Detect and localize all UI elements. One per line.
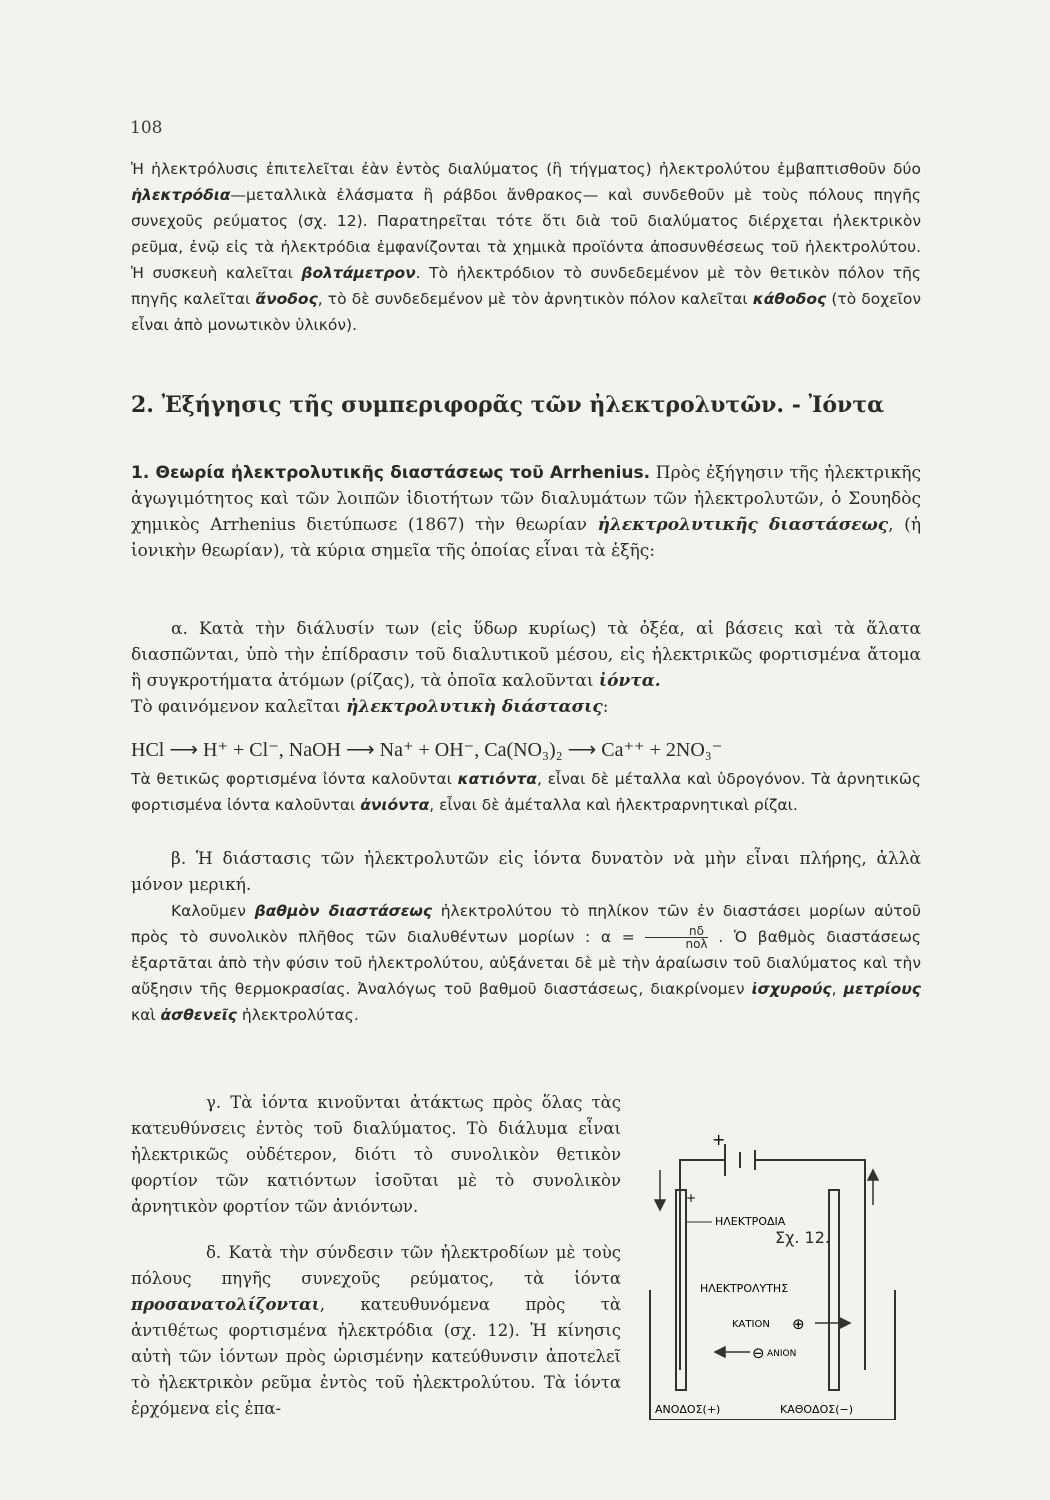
anion-label: ΑΝΙΟΝ xyxy=(767,1349,797,1359)
electrolysis-diagram xyxy=(640,1130,900,1420)
electrodes-label: ΗΛΕΚΤΡΟΔΙΑ xyxy=(715,1215,786,1228)
paragraph-degree-dissociation: Καλοῦμεν βαθμὸν διαστάσεως ἠλεκτρολύτου τὸ πηλίκον τῶν ἐν διαστάσει μορίων αὐτοῦ πρὸς τὸ συνολικὸν πλῆθος τῶν διαλυθέντων μορίων : α = $\frac{n\delta}{\text{nολ}}$ . Ὁ βαθμὸς διαστάσεως ἐξαρτᾶται ἀπὸ τὴν φύσιν τοῦ ἠλεκτρολύτου, αὐξάνεται δὲ μὲ τὴν ἀραίωσιν τοῦ διαλύματος καὶ τὴν αὔξησιν τῆς θερμοκρασίας. Ἀναλόγως τοῦ βαθμοῦ διαστάσεως, διακρίνομεν ἰσχυρούς, μετρίους καὶ ἀσθενεῖς ἠλεκτρολύτας. xyxy=(131,902,921,1024)
figure-caption: Σχ. 12. xyxy=(775,1228,830,1247)
cation-label: ΚΑΤΙΟΝ xyxy=(732,1319,770,1330)
cation-arrowhead xyxy=(840,1318,850,1328)
cathode-label: ΚΑΘΟΔΟΣ(−) xyxy=(780,1403,853,1416)
electrolyte-label: ΗΛΕΚΤΡΟΛΥΤΗΣ xyxy=(700,1282,789,1295)
section-heading: 2. Ἐξήγησις τῆς συμπεριφορᾶς τῶν ἠλεκτρολυτῶν. - Ἰόντα xyxy=(131,392,885,418)
anode-label: ΑΝΟΔΟΣ(+) xyxy=(655,1403,721,1416)
cation-symbol: ⊕ xyxy=(792,1315,805,1333)
anion-symbol: ⊖ xyxy=(752,1344,765,1362)
paragraph-point-a: α. Κατὰ τὴν διάλυσίν των (εἰς ὕδωρ κυρίως) τὰ ὀξέα, αἱ βάσεις καὶ τὰ ἅλατα διασπῶνται, ὑπὸ τὴν ἐπίδρασιν τοῦ διαλυτικοῦ μέσου, εἰς ἠλεκτρικῶς φορτισμένα ἄτομα ἢ συγκροτήματα ἀτόμων (ρίζας), τὰ ὁποῖα καλοῦνται ἰόντα. Τὸ φαινόμενον καλεῖται ἠλεκτρολυτικὴ διάστασις: xyxy=(131,619,921,717)
arrowhead-up xyxy=(868,1170,878,1180)
anion-arrowhead xyxy=(715,1347,725,1357)
cathode-electrode xyxy=(829,1190,839,1390)
battery-plus-label: + xyxy=(712,1130,726,1149)
anode-plus-label: + xyxy=(686,1191,697,1205)
circuit-wire xyxy=(680,1160,865,1370)
paragraph-electrolysis: Ἡ ἠλεκτρόλυσις ἐπιτελεῖται ἐὰν ἐντὸς διαλύματος (ἢ τήγματος) ἠλεκτρολύτου ἐμβαπτισθοῦν δύο ἠλεκτρόδια—μεταλλικὰ ἐλάσματα ἢ ράβδοι ἄνθρακος— καὶ συνδεθοῦν μὲ τοὺς πόλους πηγῆς συνεχοῦς ρεύματος (σχ. 12). Παρατηρεῖται τότε ὅτι διὰ τοῦ διαλύματος διέρχεται ἠλεκτρικὸν ρεῦμα, ἐνῷ εἰς τὰ ἠλεκτρόδια ἐμφανίζονται τὰ χημικὰ προϊόντα ἀποσυνθέσεως τοῦ ἠλεκτρολύτου. Ἡ συσκευὴ καλεῖται βολτάμετρον. Τὸ ἠλεκτρόδιον τὸ συνδεδεμένον μὲ τὸν θετικὸν πόλον τῆς πηγῆς καλεῖται ἄνοδος, τὸ δὲ συνδεδεμένον μὲ τὸν ἀρνητικὸν πόλον καλεῖται κάθοδος (τὸ δοχεῖον εἶναι ἀπὸ μονωτικὸν ὑλικόν). xyxy=(131,160,921,334)
fraction: $\frac{n\delta}{\text{nολ}}$ xyxy=(645,925,707,950)
paragraph-point-d: δ. Κατὰ τὴν σύνδεσιν τῶν ἠλεκτροδίων μὲ τοὺς πόλους πηγῆς συνεχοῦς ρεύματος, τὰ ἰόντα προσανατολίζονται, κατευθυνόμενα πρὸς τὰ ἀντιθέτως φορτισμένα ἠλεκτρόδια (σχ. 12). Ἡ κίνησις αὐτὴ τῶν ἰόντων πρὸς ὡρισμένην κατεύθυνσιν ἀποτελεῖ τὸ ἠλεκτρικὸν ρεῦμα ἐντὸς τοῦ ἠλεκτρολύτου. Τὰ ἰόντα ἐρχόμενα εἰς ἐπα- xyxy=(131,1243,621,1418)
paragraph-cations-anions: Τὰ θετικῶς φορτισμένα ἰόντα καλοῦνται κατιόντα, εἶναι δὲ μέταλλα καὶ ὑδρογόνον. Τὰ ἀρνητικῶς φορτισμένα ἰόντα καλοῦνται ἀνιόντα, εἶναι δὲ ἀμέταλλα καὶ ἠλεκτραρνητικαὶ ρίζαι. xyxy=(131,770,921,814)
paragraph-point-b: β. Ἡ διάστασις τῶν ἠλεκτρολυτῶν εἰς ἰόντα δυνατὸν νὰ μὴν εἶναι πλήρης, ἀλλὰ μόνον μερική. xyxy=(131,849,921,895)
page-number: 108 xyxy=(130,118,163,138)
paragraph-point-c: γ. Τὰ ἰόντα κινοῦνται ἀτάκτως πρὸς ὅλας τὰς κατευθύνσεις ἐντὸς τοῦ διαλύματος. Τὸ διάλυμα εἶναι ἠλεκτρικῶς οὐδέτερον, διότι τὸ συνολικὸν θετικὸν φορτίον τῶν κατιόντων ἰσοῦται μὲ τὸ συνολικὸν ἀρνητικὸν φορτίον τῶν ἀνιόντων. xyxy=(131,1093,621,1216)
paragraph-arrhenius: 1. Θεωρία ἠλεκτρολυτικῆς διαστάσεως τοῦ Arrhenius. Πρὸς ἐξήγησιν τῆς ἠλεκτρικῆς ἀγωγιμότητος καὶ τῶν λοιπῶν ἰδιοτήτων τῶν διαλυμάτων τῶν ἠλεκτρολυτῶν, ὁ Σουηδὸς χημικὸς Arrhenius διετύπωσε (1867) τὴν θεωρίαν ἠλεκτρολυτικῆς διαστάσεως, (ἡ ἰονικὴν θεωρίαν), τὰ κύρια σημεῖα τῆς ὁποίας εἶναι τὰ ἑξῆς: xyxy=(131,463,921,561)
arrowhead-down xyxy=(655,1200,665,1210)
dissociation-equation: HCl ⟶ H⁺ + Cl⁻, NaOH ⟶ Na⁺ + OH⁻, Ca(NO₃)₂ ⟶ Ca⁺⁺ + 2NO₃⁻ xyxy=(131,739,723,761)
